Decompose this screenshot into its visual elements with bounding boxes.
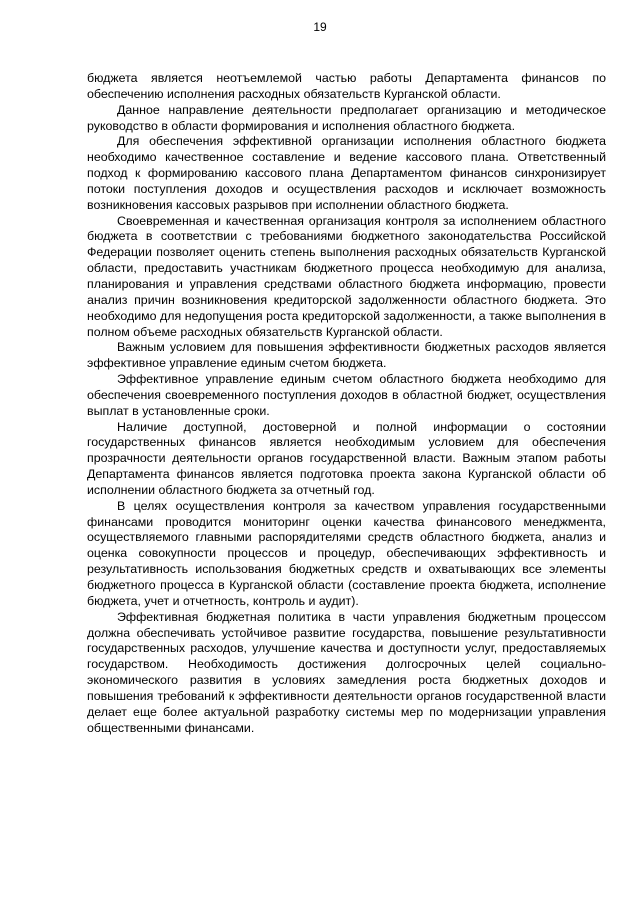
paragraph-9: Эффективная бюджетная политика в части управления бюджетным процессом должна обеспечивать устойчивое развитие государства, повышение результативности государственных расходов, улучшение качества и доступности услуг, предоставляемых государством. Необходимость достижения долгосрочных целей социально-экономического развития в условиях замедления роста бюджетных доходов и повышения требований к эффективности деятельности органов государственной власти делает еще более актуальной разработку системы мер по модернизации управления общественными финансами.: [87, 609, 606, 735]
paragraph-2: Данное направление деятельности предполагает организацию и методическое руководство в области формирования и исполнения областного бюджета.: [87, 102, 606, 133]
paragraph-7: Наличие доступной, достоверной и полной информации о состоянии государственных финансов является необходимым условием для обеспечения прозрачности деятельности органов государственной власти. Важным этапом работы Департамента финансов является подготовка проекта закона Курганской области об исполнении областного бюджета за отчетный год.: [87, 419, 606, 497]
paragraph-5: Важным условием для повышения эффективности бюджетных расходов является эффективное управление единым счетом бюджета.: [87, 340, 606, 371]
body-text: [87, 71, 606, 736]
paragraph-6: Эффективное управление единым счетом областного бюджета необходимо для обеспечения своевременного поступления доходов в областной бюджет, осуществления выплат в установленные сроки.: [87, 372, 606, 418]
paragraph-3: Для обеспечения эффективной организации исполнения областного бюджета необходимо качественное составление и ведение кассового плана. Ответственный подход к формированию кассового плана Департаментом финансов синхронизирует потоки поступления доходов и осуществления расходов и исключает возможность возникновения кассовых разрывов при исполнении областного бюджета.: [87, 134, 606, 212]
paragraph-1: бюджета является неотъемлемой частью работы Департамента финансов по обеспечению исполнения расходных обязательств Курганской области.: [87, 71, 606, 101]
page-number: 19: [313, 20, 327, 34]
paragraph-4: Своевременная и качественная организация контроля за исполнением областного бюджета в соответствии с требованиями бюджетного законодательства Российской Федерации позволяет оценить степень выполнения расходных обязательств Курганской области, предоставить участникам бюджетного процесса необходимую для анализа, планирования и управления средствами областного бюджета информацию, провести анализ причин возникновения кредиторской задолженности областного бюджета. Это необходимо для недопущения роста кредиторской задолженности, а также выполнения в полном объеме расходных обязательств Курганской области.: [87, 213, 606, 339]
paragraph-8: В целях осуществления контроля за качеством управления государственными финансами проводится мониторинг оценки качества финансового менеджмента, осуществляемого главными распорядителями средств областного бюджета, анализ и оценка совокупности процессов и процедур, обеспечивающих эффективность и результативность использования бюджетных средств и охватывающих все элементы бюджетного процесса в Курганской области (составление проекта бюджета, исполнение бюджета, учет и отчетность, контроль и аудит).: [87, 498, 606, 608]
